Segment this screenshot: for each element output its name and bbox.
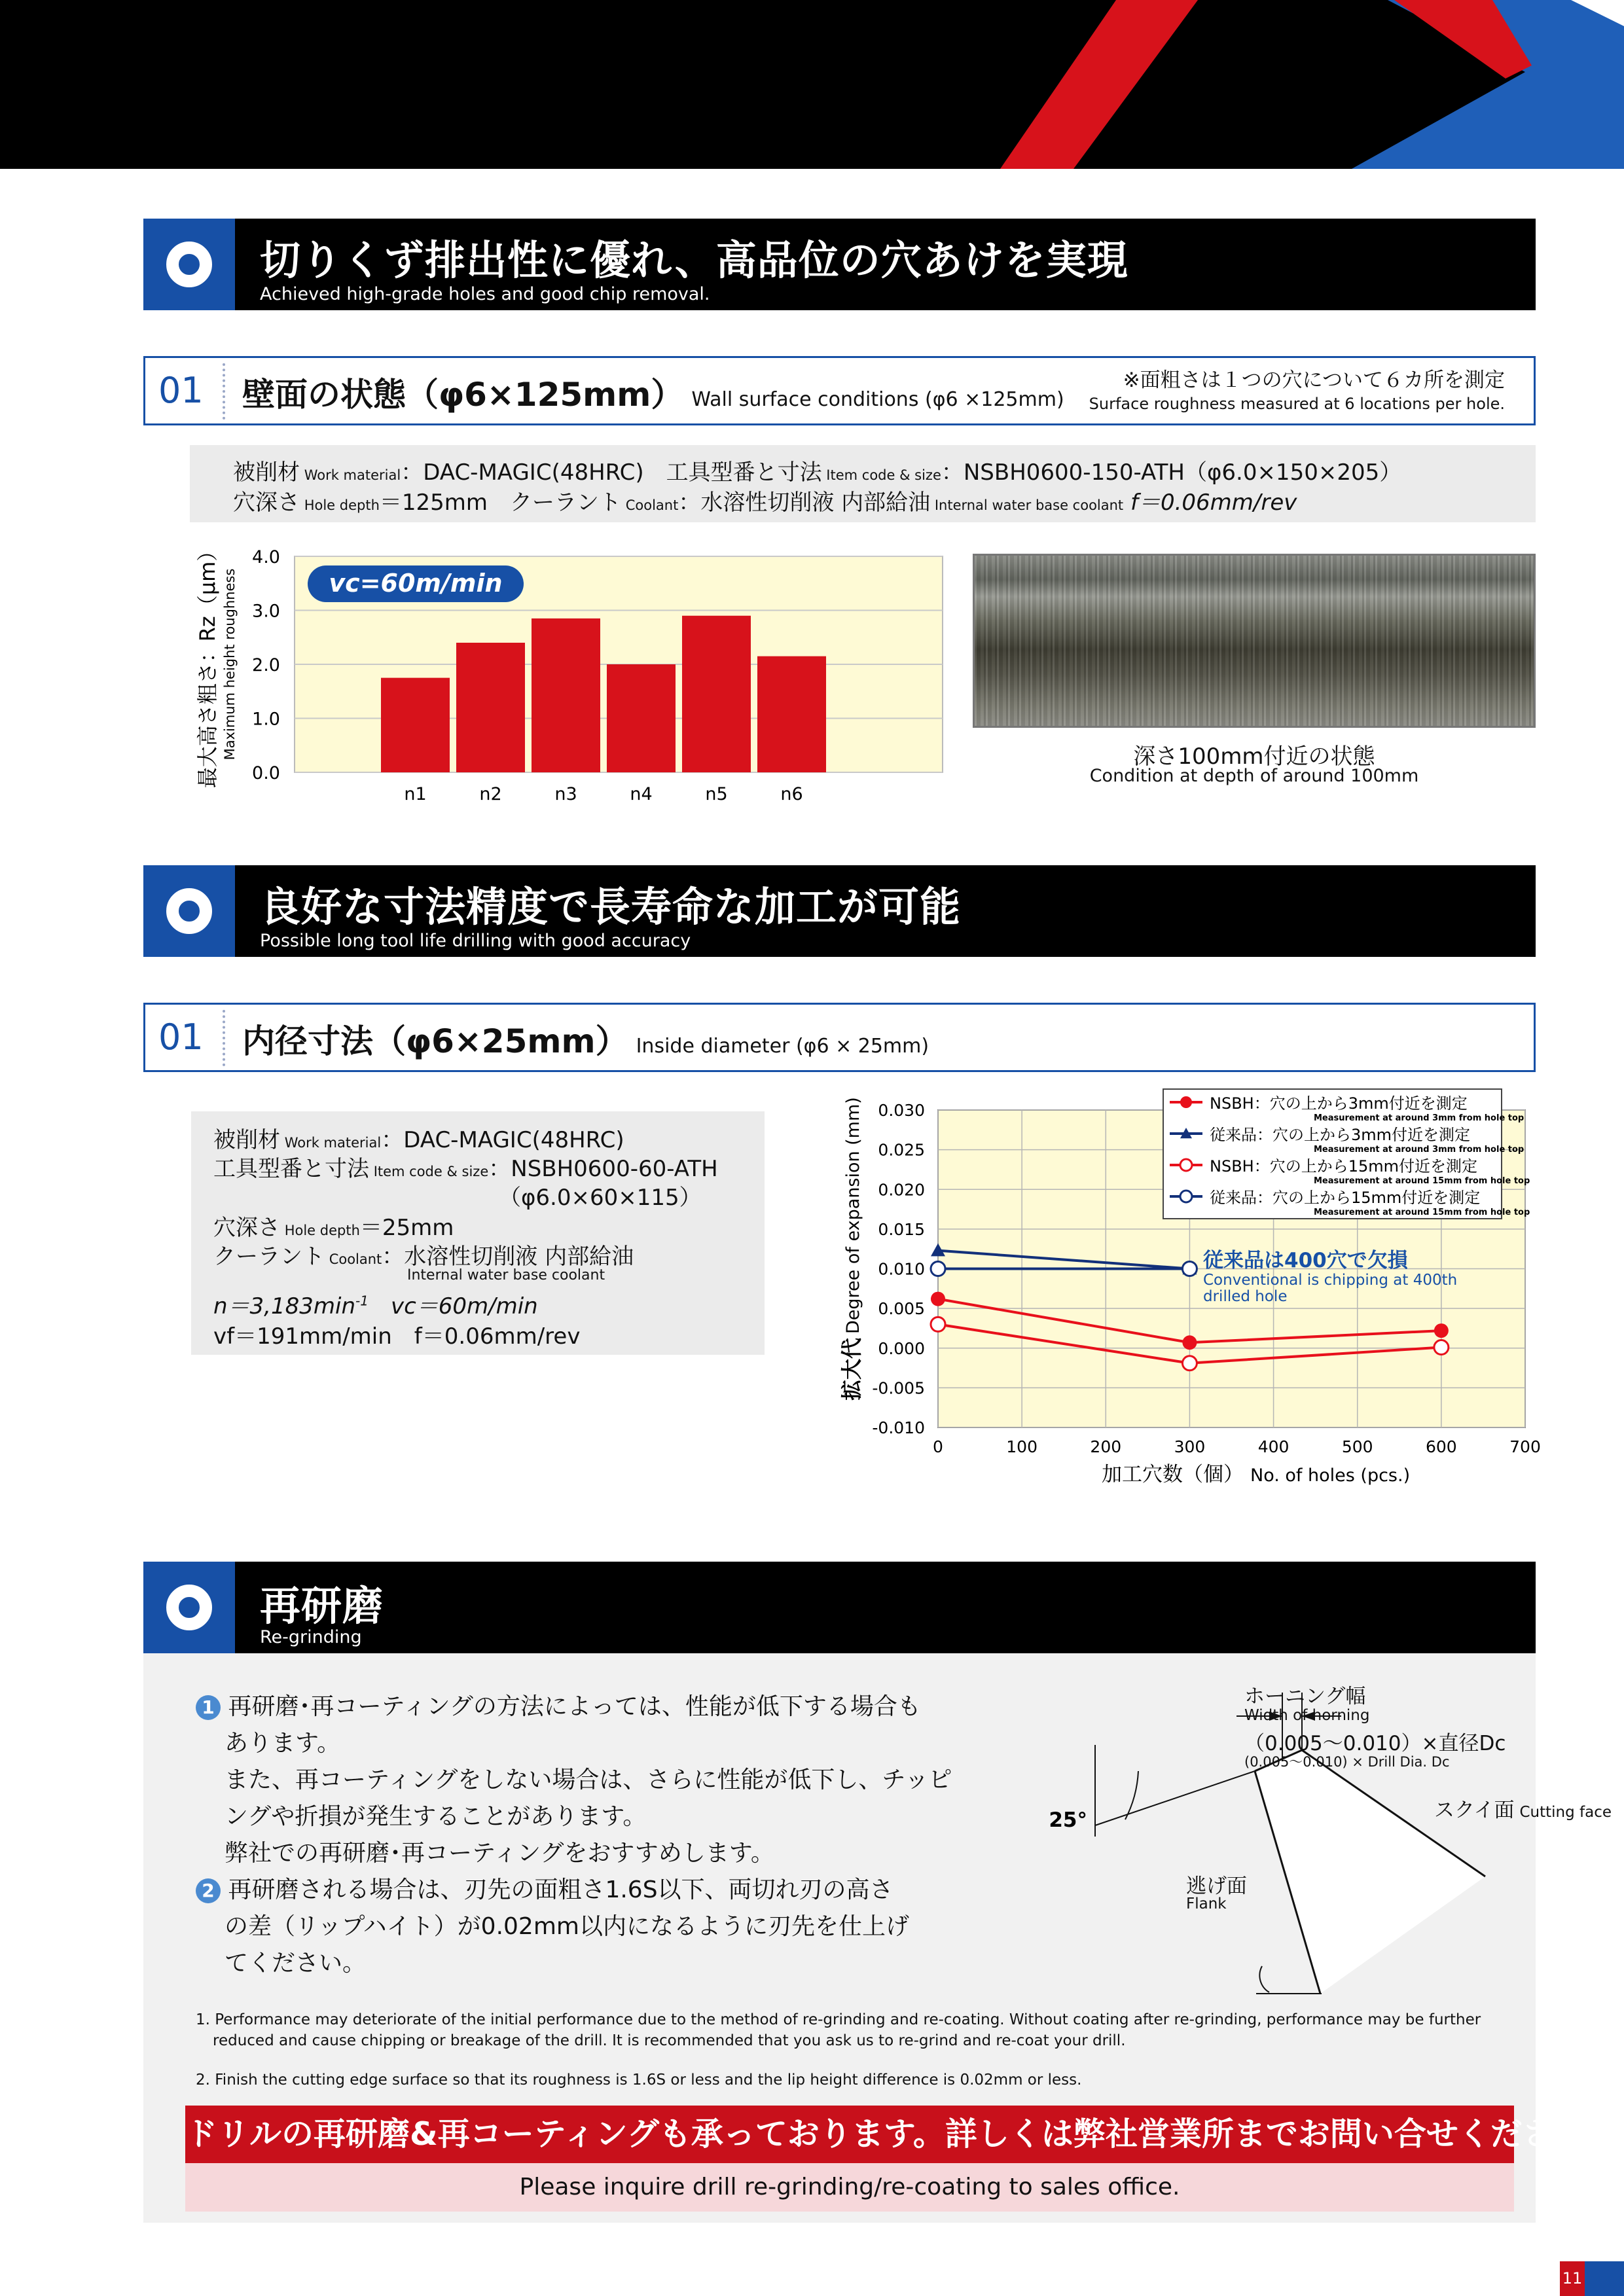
flank-label-en: Flank <box>1186 1895 1227 1912</box>
top-banner-decoration <box>0 0 1624 169</box>
spec-coolant: クーラント Coolant：水溶性切削液 内部給油 <box>213 1244 634 1270</box>
honing-label: ホーニング幅 <box>1244 1685 1366 1708</box>
data-point <box>931 1317 945 1331</box>
spec-hole-depth: 穴深さ Hole depth＝25mm <box>213 1215 454 1241</box>
x-tick-label: n4 <box>630 784 653 804</box>
circle-icon <box>143 865 235 957</box>
measurement-note-en: Surface roughness measured at 6 locations per hole. <box>1089 395 1505 413</box>
regrinding-service-banner-en: Please inquire drill re-grinding/re-coating to sales office. <box>185 2163 1514 2212</box>
photo-caption-en: Condition at depth of around 100mm <box>1089 766 1419 786</box>
y-tick-label: 0.015 <box>878 1219 925 1239</box>
legend-label: 従来品：穴の上から15mm付近を測定 <box>1210 1189 1481 1207</box>
bar-n4 <box>607 664 676 772</box>
x-tick-label: 700 <box>1509 1437 1541 1456</box>
data-point <box>1180 1191 1192 1202</box>
legend-label-en: Measurement at around 15mm from hole top <box>1314 1176 1530 1186</box>
section-header-accuracy <box>143 865 1536 957</box>
honing-diagram <box>922 1673 1511 2000</box>
bar-n6 <box>757 656 826 772</box>
legend-label: NSBH：穴の上から3mm付近を測定 <box>1210 1094 1468 1113</box>
legend-label: NSBH：穴の上から15mm付近を測定 <box>1210 1157 1477 1175</box>
bar-n2 <box>456 643 525 772</box>
legend-label-en: Measurement at around 3mm from hole top <box>1314 1113 1525 1123</box>
chart-annotation: 従来品は400穴で欠損 <box>1203 1249 1408 1272</box>
data-point <box>931 1292 945 1306</box>
y-tick-label: 0.000 <box>878 1338 925 1358</box>
y-tick-label: 2.0 <box>252 655 280 675</box>
section-title: 切りくず排出性に優れ、高品位の穴あけを実現 <box>260 236 1128 284</box>
regrinding-service-banner: ドリルの再研磨&再コーティングも承っております。詳しくは弊社営業所までお問い合せください。 <box>185 2106 1514 2163</box>
x-tick-label: 400 <box>1257 1437 1290 1456</box>
legend-label-en: Measurement at around 15mm from hole top <box>1314 1208 1530 1217</box>
number-2-icon: 2 <box>196 1878 221 1903</box>
spec-speed: $n=3,183\min^{-1}$ vc＝60m/min <box>213 1293 538 1319</box>
bar-n3 <box>532 619 600 772</box>
data-point <box>1182 1262 1197 1276</box>
x-tick-label: 0 <box>933 1437 943 1456</box>
x-tick-label: 600 <box>1425 1437 1457 1456</box>
y-tick-label: 1.0 <box>252 709 280 730</box>
subsection-title: 壁面の状態（φ6×125mm） Wall surface conditions (φ6 ×125mm) <box>242 376 1064 414</box>
page-corner-decoration <box>1585 2261 1624 2296</box>
x-tick-label: n3 <box>554 784 577 804</box>
page-number: 11 <box>1560 2261 1585 2296</box>
data-point <box>1182 1356 1197 1371</box>
x-tick-label: n5 <box>705 784 728 804</box>
x-tick-label: n1 <box>404 784 427 804</box>
y-axis-label-en: Maximum height roughness <box>222 568 238 761</box>
data-point <box>931 1262 945 1276</box>
legend-label-en: Measurement at around 3mm from hole top <box>1314 1145 1525 1155</box>
section-subtitle: Achieved high-grade holes and good chip removal. <box>260 284 710 304</box>
subsection-header-inside-diameter <box>143 1003 1536 1072</box>
number-1-icon: 1 <box>196 1695 221 1720</box>
bar-n5 <box>682 616 751 772</box>
x-tick-label: 100 <box>1006 1437 1038 1456</box>
divider <box>223 1010 225 1066</box>
spec-feed: vf＝191mm/min f＝0.06mm/rev <box>213 1323 581 1350</box>
data-point <box>1180 1159 1192 1171</box>
photo-caption: 深さ100mm付近の状態 <box>1133 744 1375 770</box>
subsection-header-wall-surface <box>143 356 1536 425</box>
chart-annotation-en-2: drilled hole <box>1203 1288 1288 1305</box>
divider <box>223 363 225 420</box>
section-subtitle: Re-grinding <box>260 1627 362 1647</box>
section-title: 良好な寸法精度で長寿命な加工が可能 <box>260 883 962 931</box>
subsection-title: 内径寸法（φ6×25mm） Inside diameter (φ6 × 25mm) <box>242 1022 929 1060</box>
flank-label: 逃げ面 <box>1186 1874 1247 1898</box>
speed-badge-label: vc=60m/min <box>329 569 503 598</box>
x-tick-label: 300 <box>1174 1437 1206 1456</box>
y-tick-label: 0.030 <box>878 1101 925 1120</box>
y-tick-label: 0.0 <box>252 763 280 783</box>
x-tick-label: 200 <box>1090 1437 1122 1456</box>
x-tick-label: 500 <box>1341 1437 1373 1456</box>
y-tick-label: 3.0 <box>252 601 280 622</box>
y-tick-label: -0.010 <box>872 1418 925 1437</box>
spec-work-material: 被削材 Work material：DAC-MAGIC(48HRC) <box>213 1127 624 1153</box>
data-point <box>1180 1096 1192 1108</box>
expansion-line-chart <box>825 1086 1558 1505</box>
honing-formula-en: (0.005～0.010) × Drill Dia. Dc <box>1244 1754 1450 1770</box>
spec-line-1: 被削材 Work material：DAC-MAGIC(48HRC) 工具型番と寸法 Item code & size：NSBH0600-150-ATH（φ6.0×150×205） <box>233 459 1402 486</box>
data-point <box>1434 1340 1449 1355</box>
x-tick-label: n2 <box>479 784 502 804</box>
spec-item-code: 工具型番と寸法 Item code & size：NSBH0600-60-ATH <box>213 1156 718 1182</box>
bar-n1 <box>381 678 450 772</box>
y-axis-label-en: Degree of expansion (mm) <box>843 1097 863 1334</box>
english-note-2: 2. Finish the cutting edge surface so that its roughness is 1.6S or less and the lip height difference is 0.02mm or less. <box>196 2072 1082 2089</box>
y-axis-label: 最大高さ粗さ：Rz（μm） <box>195 540 220 789</box>
circle-icon <box>143 1562 235 1653</box>
y-axis-label: 拡大代 <box>839 1337 864 1401</box>
honing-label-en: Width of horning <box>1244 1707 1370 1724</box>
spec-box-1 <box>190 445 1536 522</box>
y-tick-label: 4.0 <box>252 547 280 567</box>
spec-line-2: 穴深さ Hole depth＝125mm クーラント Coolant：水溶性切削液 内部給油 Internal water base coolant f＝0.06mm/rev <box>233 490 1297 516</box>
section-subtitle: Possible long tool life drilling with good accuracy <box>260 931 691 951</box>
cutting-face-label: スクイ面 Cutting face <box>1434 1799 1612 1822</box>
circle-icon <box>143 219 235 310</box>
section-header-chip-removal <box>143 219 1536 310</box>
honing-formula: （0.005～0.010）×直径Dc <box>1244 1732 1506 1755</box>
english-note-1: 1. Performance may deteriorate of the initial performance due to the method of re-grinding and re-coating. Without coating after re-grinding, performance may be further reduced and cause chipping or breakage of the drill. It is recommended that you ask us to re-grind and re-coat your drill. <box>196 2011 1481 2049</box>
spec-box-2 <box>191 1111 765 1355</box>
data-point <box>1182 1335 1197 1350</box>
y-tick-label: 0.005 <box>878 1299 925 1319</box>
wall-surface-photo <box>973 554 1536 728</box>
x-tick-label: n6 <box>780 784 803 804</box>
y-tick-label: 0.025 <box>878 1140 925 1160</box>
drill-tip-shape <box>1256 1750 1485 1994</box>
section-header-regrinding <box>143 1562 1536 1653</box>
measurement-note: ※面粗さは１つの穴について６カ所を測定 <box>1123 368 1505 392</box>
spec-coolant-en: Internal water base coolant <box>407 1267 605 1283</box>
data-point <box>1434 1323 1449 1338</box>
chart-legend <box>1163 1089 1558 1219</box>
subsection-number: 01 <box>158 1016 204 1058</box>
roughness-bar-chart <box>190 537 949 812</box>
regrinding-paragraph-2: 2 再研磨される場合は、刃先の面粗さ1.6S以下、両切れ刃の高さ の差（リップハイト）が0.02mm以内になるように刃先を仕上げ てください。 <box>196 1872 909 1982</box>
x-axis-label-en: No. of holes (pcs.) <box>1250 1465 1411 1486</box>
regrinding-paragraph-1: 1 再研磨･再コーティングの方法によっては、性能が低下する場合も あります。 また、再コーティングをしない場合は、さらに性能が低下し、チッピ ングや折損が発生することがあります。 弊社での再研磨･再コーティングをおすすめします。 <box>196 1689 952 1872</box>
x-axis-label: 加工穴数（個） <box>1102 1463 1244 1486</box>
angle-25-label: 25° <box>1049 1808 1087 1832</box>
section-title: 再研磨 <box>260 1582 384 1630</box>
y-tick-label: -0.005 <box>872 1378 925 1398</box>
spec-size: （φ6.0×60×115） <box>499 1185 702 1211</box>
chart-annotation-en-1: Conventional is chipping at 400th <box>1203 1272 1458 1289</box>
y-tick-label: 0.010 <box>878 1259 925 1279</box>
legend-label: 従来品：穴の上から3mm付近を測定 <box>1210 1126 1471 1144</box>
y-tick-label: 0.020 <box>878 1180 925 1200</box>
subsection-number: 01 <box>158 370 204 411</box>
